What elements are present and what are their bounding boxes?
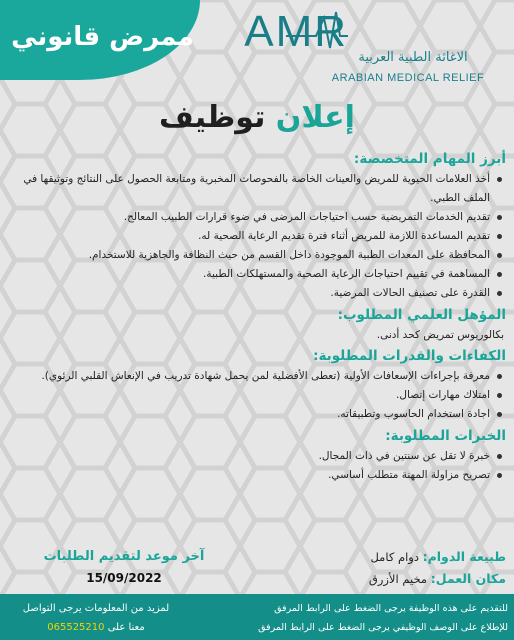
job-description-link[interactable]: للإطلاع على الوصف الوظيفي يرجى الضغط على الرابط المرفق (258, 622, 508, 633)
experience-title: الخبرات المطلوبة: (385, 428, 506, 444)
page-headline (0, 100, 514, 135)
deadline-title: آخر موعد لتقديم الطلبات (43, 549, 205, 564)
amr-logo (244, 6, 508, 96)
job-place-value: مخيم الأزرق (368, 572, 428, 586)
job-details (369, 546, 506, 590)
list-item: تقديم المساعدة اللازمة للمريض أثناء فترة تقديم الرعاية الصحية له. (8, 227, 490, 246)
logo-name-ar: الاغاثة الطبية العربية (358, 50, 468, 65)
experience-list (8, 447, 506, 485)
job-place-label: مكان العمل: (430, 571, 506, 586)
education-text: بكالوريوس تمريض كحد أدنى. (376, 329, 504, 341)
apply-links (208, 599, 508, 637)
apply-link[interactable]: للتقديم على هذه الوظيفة يرجى الضغط على الرابط المرفق (274, 603, 508, 614)
job-type-row (369, 546, 506, 568)
job-type-value: دوام كامل (370, 550, 419, 564)
tasks-title: أبرز المهام المتخصصة: (353, 151, 506, 167)
contact-phone-line (6, 618, 186, 637)
list-item: خبرة لا تقل عن سنتين في ذات المجال. (8, 447, 490, 466)
skills-title: الكفاءات والقدرات المطلوبة: (313, 348, 506, 364)
list-item: معرفة بإجراءات الإسعافات الأولية (تعطى الأفضلية لمن يحمل شهادة تدريب في الإنعاش القلبي الرئوي). (8, 367, 490, 386)
list-item: القدرة على تصنيف الحالات المرضية. (8, 284, 490, 303)
deadline-date: 15/09/2022 (86, 571, 162, 585)
headline-word-1: إعلان (275, 100, 355, 135)
tasks-list (8, 170, 506, 303)
footer-bar (0, 594, 514, 640)
job-place-row (369, 568, 506, 590)
contact-text: لمزيد من المعلومات يرجى التواصل (22, 603, 170, 614)
list-item: اجادة استخدام الحاسوب وتطبيقاته. (8, 405, 490, 424)
heartbeat-logo-icon (244, 6, 508, 56)
education-title: المؤهل العلمي المطلوب: (337, 307, 506, 323)
contact-prefix: معنا على (107, 622, 145, 633)
list-item: تصريح مزاولة المهنة متطلب أساسي. (8, 466, 490, 485)
logo-mark: AMR (244, 7, 348, 56)
contact-info (6, 599, 186, 637)
headline-word-2: توظيف (159, 100, 266, 135)
logo-name-en: ARABIAN MEDICAL RELIEF (331, 72, 485, 84)
list-item: المساهمة في تقييم احتياجات الرعاية الصحية والمستهلكات الطبية. (8, 265, 490, 284)
list-item: أخذ العلامات الحيوية للمريض والعينات الخاصة بالفحوصات المخبرية ومتابعة الحصول على النتائج وتوثيقها في الملف الطبي. (8, 170, 490, 208)
list-item: المحافظة على المعدات الطبية الموجودة داخل القسم من حيث النظافة والجاهزية للاستخدام. (8, 246, 490, 265)
job-type-label: طبيعة الدوام: (422, 549, 506, 564)
job-content (8, 150, 506, 488)
contact-phone: 065525210 (47, 622, 105, 633)
job-title: ممرض قانوني (11, 22, 194, 52)
skills-list (8, 367, 506, 424)
deadline-block (4, 546, 244, 588)
list-item: امتلاك مهارات إتصال. (8, 386, 490, 405)
list-item: تقديم الخدمات التمريضية حسب احتياجات المرضى في ضوء قرارات الطبيب المعالج. (8, 208, 490, 227)
